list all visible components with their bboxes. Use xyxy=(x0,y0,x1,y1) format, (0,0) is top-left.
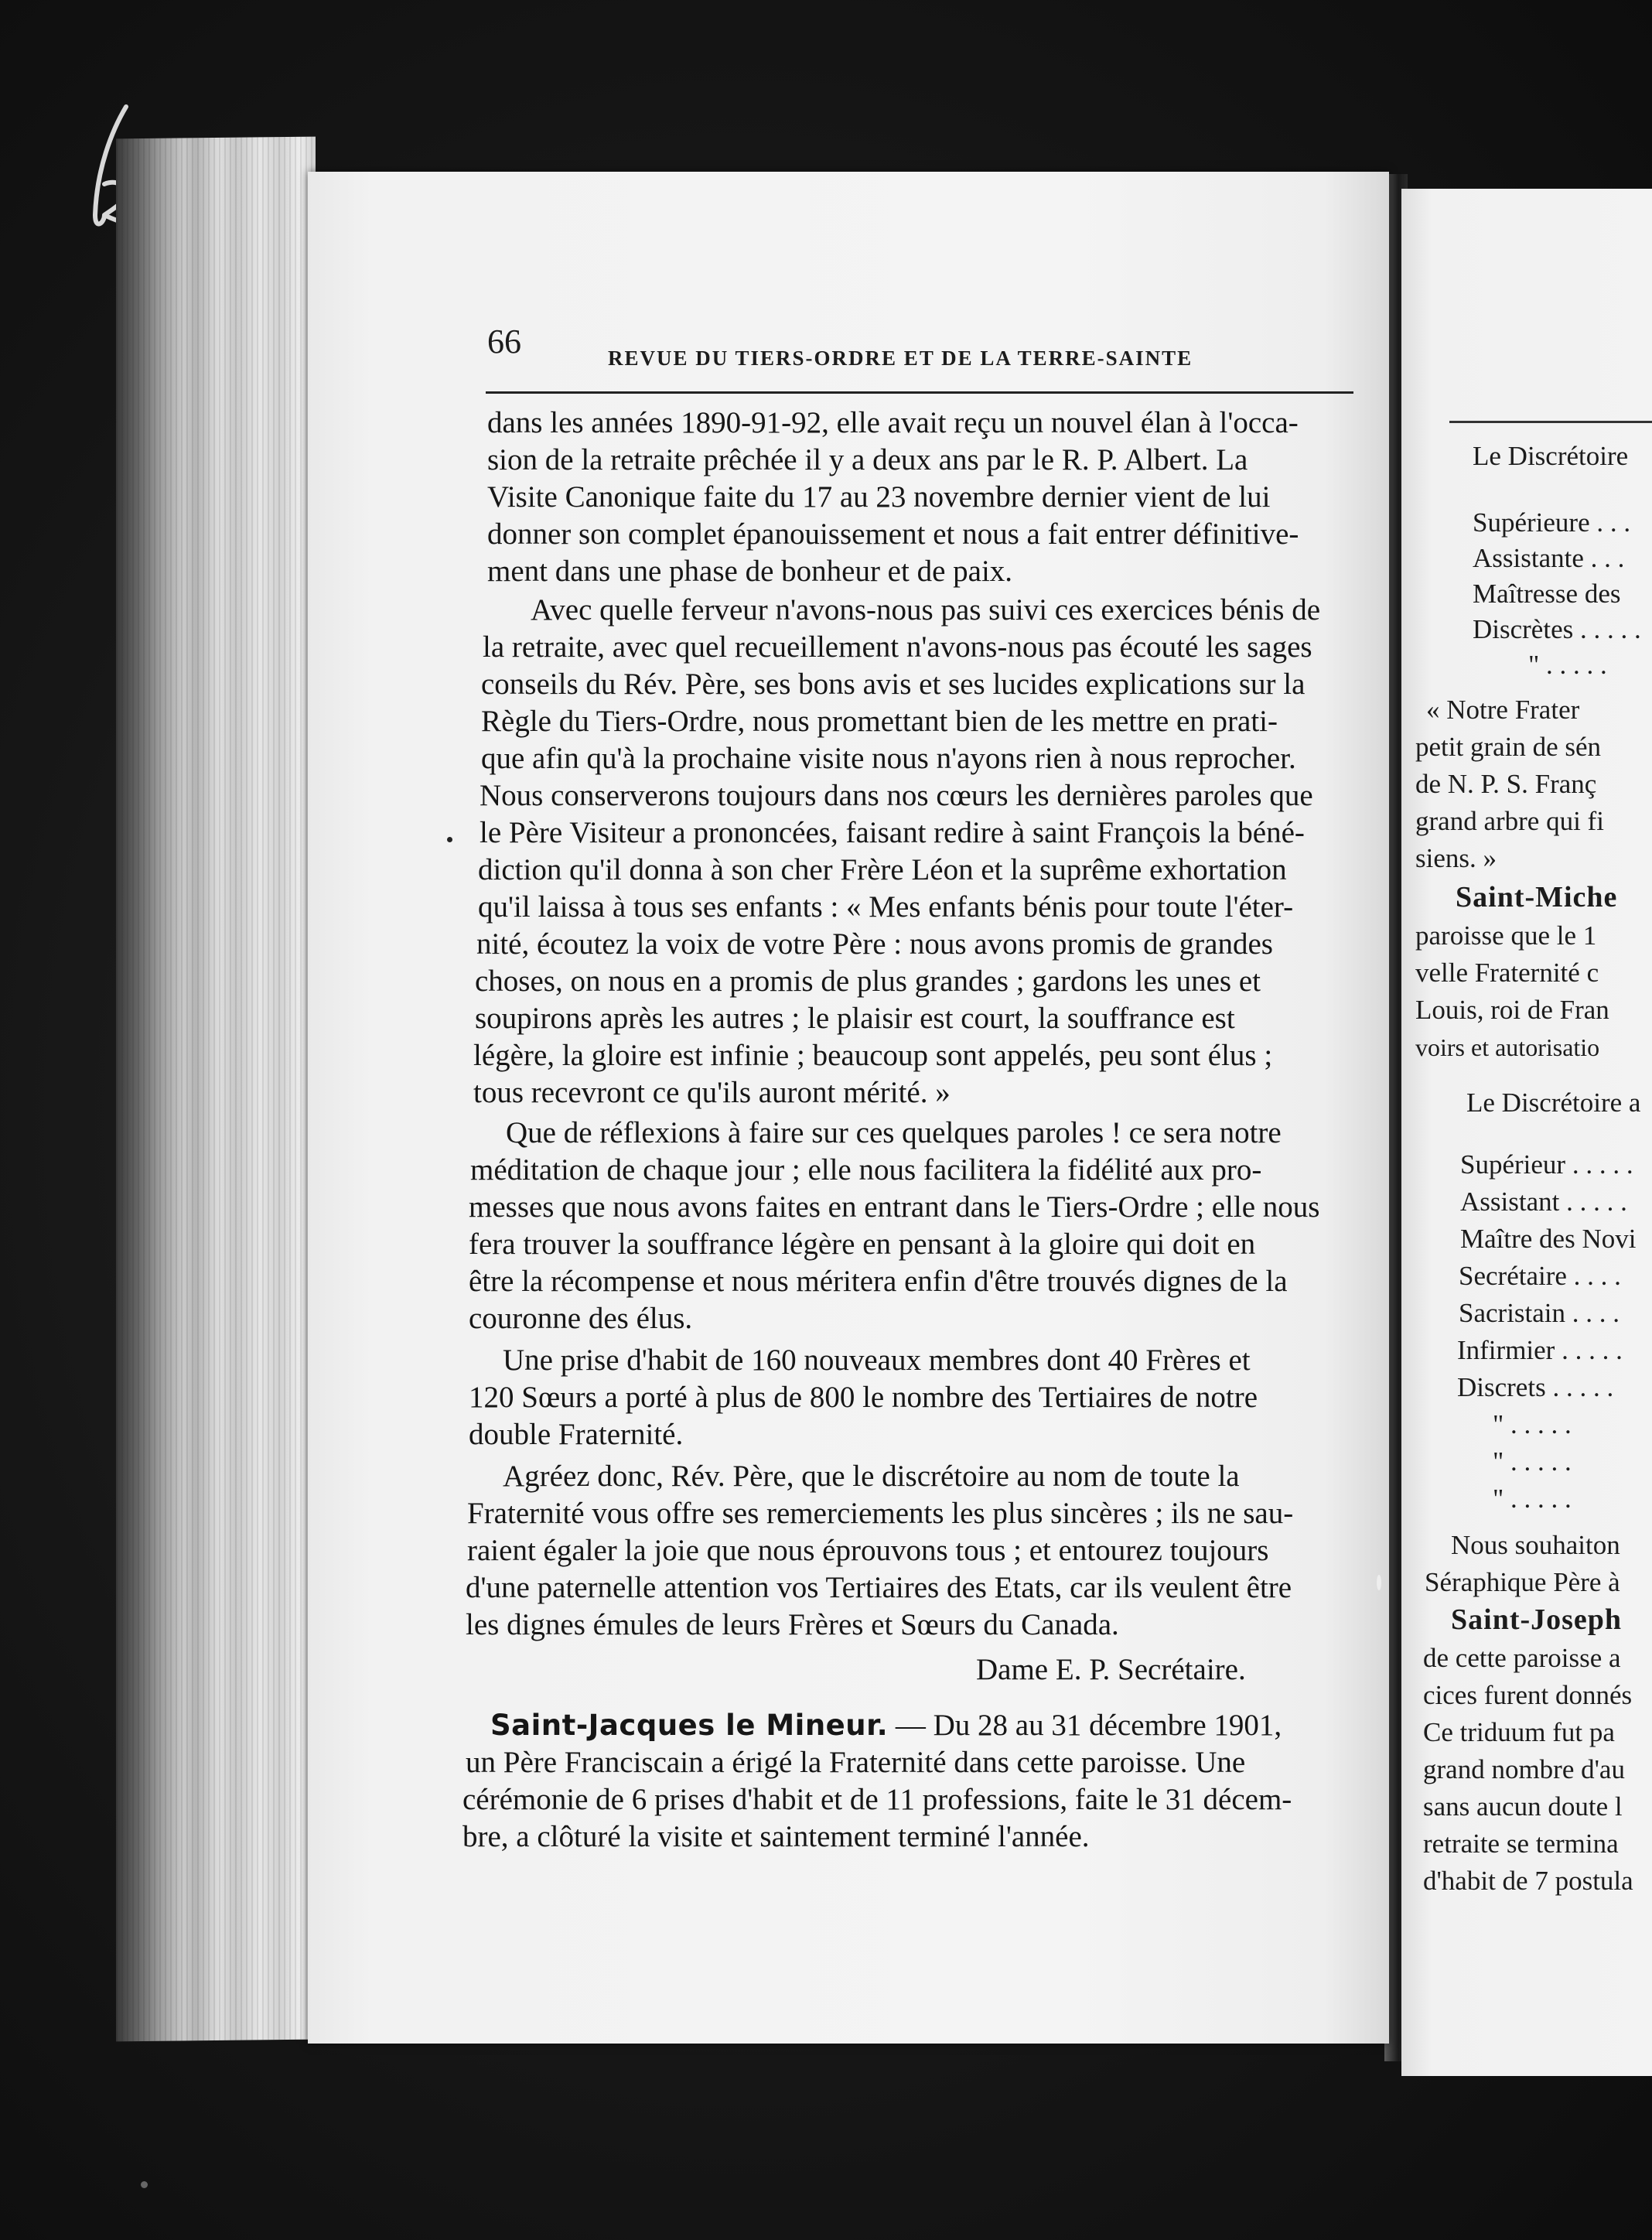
facing-line: Discrètes . . . . . xyxy=(1473,614,1641,644)
facing-line: Maîtresse des xyxy=(1473,579,1621,609)
facing-line: grand nombre d'au xyxy=(1423,1754,1625,1784)
text-line: nité, écoutez la voix de votre Père : nous avons promis de grandes xyxy=(476,927,1273,961)
facing-line: voirs et autorisatio xyxy=(1415,1033,1600,1061)
facing-line: cices furent donnés xyxy=(1423,1680,1633,1710)
text-line: bre, a clôturé la visite et saintement terminé l'année. xyxy=(462,1820,1090,1853)
facing-line: Nous souhaiton xyxy=(1451,1530,1620,1560)
facing-line: Assistant . . . . . xyxy=(1460,1187,1627,1217)
signature: Dame E. P. Secrétaire. xyxy=(976,1653,1246,1686)
text-line: diction qu'il donna à son cher Frère Léon et la suprême exhortation xyxy=(478,853,1287,886)
facing-line: paroisse que le 1 xyxy=(1415,920,1597,951)
text-line: cérémonie de 6 prises d'habit et de 11 professions, faite le 31 décem- xyxy=(462,1783,1292,1816)
facing-line: " . . . . . xyxy=(1528,650,1607,680)
text-line: Nous conserverons toujours dans nos cœurs les dernières paroles que xyxy=(480,779,1313,812)
facing-line: velle Fraternité c xyxy=(1415,958,1599,988)
text-line: couronne des élus. xyxy=(469,1302,693,1335)
facing-line: grand arbre qui fi xyxy=(1415,806,1604,836)
page-number: 66 xyxy=(487,323,521,360)
dust-speck xyxy=(141,2181,148,2188)
text-line: les dignes émules de leurs Frères et Sœurs du Canada. xyxy=(466,1608,1119,1641)
facing-line: sans aucun doute l xyxy=(1423,1791,1623,1822)
text-line: être la récompense et nous méritera enfin d'être trouvés dignes de la xyxy=(469,1265,1288,1298)
text-line: méditation de chaque jour ; elle nous facilitera la fidélité aux pro- xyxy=(470,1153,1262,1187)
facing-line: Maître des Novi xyxy=(1460,1224,1637,1254)
facing-line: Infirmier . . . . . xyxy=(1457,1335,1623,1365)
text-line: Règle du Tiers-Ordre, nous promettant bien de les mettre en prati- xyxy=(481,705,1278,738)
section-heading-rest: — Du 28 au 31 décembre 1901, xyxy=(895,1709,1282,1742)
facing-line: Discrets . . . . . xyxy=(1457,1372,1614,1402)
facing-line: Le Discrétoire xyxy=(1473,441,1629,471)
facing-line: Le Discrétoire a xyxy=(1466,1088,1641,1118)
text-line: donner son complet épanouissement et nous a fait entrer définitive- xyxy=(487,517,1299,551)
facing-line: Sacristain . . . . xyxy=(1459,1298,1620,1328)
text-line: la retraite, avec quel recueillement n'avons-nous pas écouté les sages xyxy=(483,630,1312,664)
text-line: messes que nous avons faites en entrant dans le Tiers-Ordre ; elle nous xyxy=(469,1190,1320,1224)
text-line: légère, la gloire est infinie ; beaucoup sont appelés, peu sont élus ; xyxy=(473,1039,1273,1072)
text-line: sion de la retraite prêchée il y a deux ans par le R. P. Albert. La xyxy=(487,443,1248,476)
facing-line: " . . . . . xyxy=(1493,1446,1572,1477)
text-line: un Père Franciscain a érigé la Fraternité dans cette paroisse. Une xyxy=(466,1746,1246,1779)
facing-line: Secrétaire . . . . xyxy=(1459,1261,1621,1291)
facing-line: siens. » xyxy=(1415,843,1497,873)
text-line: dans les années 1890-91-92, elle avait reçu un nouvel élan à l'occa- xyxy=(487,406,1299,439)
facing-line: retraite se termina xyxy=(1423,1829,1619,1859)
section-first-line xyxy=(490,1707,1282,1744)
section-heading: Saint-Jacques le Mineur. xyxy=(490,1709,889,1742)
facing-line: Supérieure . . . xyxy=(1473,507,1631,538)
text-line: Que de réflexions à faire sur ces quelques paroles ! ce sera notre xyxy=(506,1116,1282,1149)
facing-line: de cette paroisse a xyxy=(1423,1643,1621,1673)
facing-line: " . . . . . xyxy=(1493,1484,1572,1514)
dust-speck xyxy=(1377,1575,1381,1590)
text-line: qu'il laissa à tous ses enfants : « Mes enfants bénis pour toute l'éter- xyxy=(478,890,1294,924)
text-line: le Père Visiteur a prononcées, faisant redire à saint François la béné- xyxy=(480,816,1305,849)
dust-speck xyxy=(447,837,452,842)
text-line: conseils du Rév. Père, ses bons avis et ses lucides explications sur la xyxy=(481,668,1306,701)
text-line: d'une paternelle attention vos Tertiaires des Etats, car ils veulent être xyxy=(466,1571,1292,1604)
facing-line: Séraphique Père à xyxy=(1425,1567,1620,1597)
text-line: fera trouver la souffrance légère en pensant à la gloire qui doit en xyxy=(469,1228,1256,1261)
running-head: REVUE DU TIERS-ORDRE ET DE LA TERRE-SAINTE xyxy=(608,347,1193,370)
facing-line: d'habit de 7 postula xyxy=(1423,1866,1633,1896)
text-line: que afin qu'à la prochaine visite nous n'ayons rien à nous reprocher. xyxy=(481,742,1296,775)
facing-line: Louis, roi de Fran xyxy=(1415,995,1609,1025)
text-line: raient égaler la joie que nous éprouvons tous ; et entourez toujours xyxy=(467,1534,1269,1567)
facing-line: Ce triduum fut pa xyxy=(1423,1717,1615,1747)
text-line: choses, on nous en a promis de plus grandes ; gardons les unes et xyxy=(475,965,1261,998)
text-line: Avec quelle ferveur n'avons-nous pas suivi ces exercices bénis de xyxy=(531,593,1321,627)
facing-line: « Notre Frater xyxy=(1426,695,1580,725)
text-line: Visite Canonique faite du 17 au 23 novembre dernier vient de lui xyxy=(487,480,1271,514)
facing-line: Assistante . . . xyxy=(1473,543,1625,573)
text-line: Une prise d'habit de 160 nouveaux membres dont 40 Frères et xyxy=(503,1344,1251,1377)
text-line: Agréez donc, Rév. Père, que le discrétoire au nom de toute la xyxy=(503,1460,1240,1493)
facing-line: " . . . . . xyxy=(1493,1409,1572,1439)
facing-line: petit grain de sén xyxy=(1415,732,1602,762)
text-line: double Fraternité. xyxy=(469,1418,684,1451)
text-line: tous recevront ce qu'ils auront mérité. » xyxy=(473,1076,951,1109)
facing-heading: Saint-Miche xyxy=(1456,881,1618,913)
facing-line: Supérieur . . . . . xyxy=(1460,1149,1633,1180)
text-line: ment dans une phase de bonheur et de paix. xyxy=(487,555,1013,588)
facing-line: de N. P. S. Franç xyxy=(1415,769,1597,799)
text-line: soupirons après les autres ; le plaisir est court, la souffrance est xyxy=(475,1002,1235,1035)
text-line: Fraternité vous offre ses remerciements les plus sincères ; ils ne sau- xyxy=(467,1497,1294,1530)
text-line: 120 Sœurs a porté à plus de 800 le nombre des Tertiaires de notre xyxy=(469,1381,1258,1414)
facing-heading: Saint-Joseph xyxy=(1451,1603,1623,1636)
